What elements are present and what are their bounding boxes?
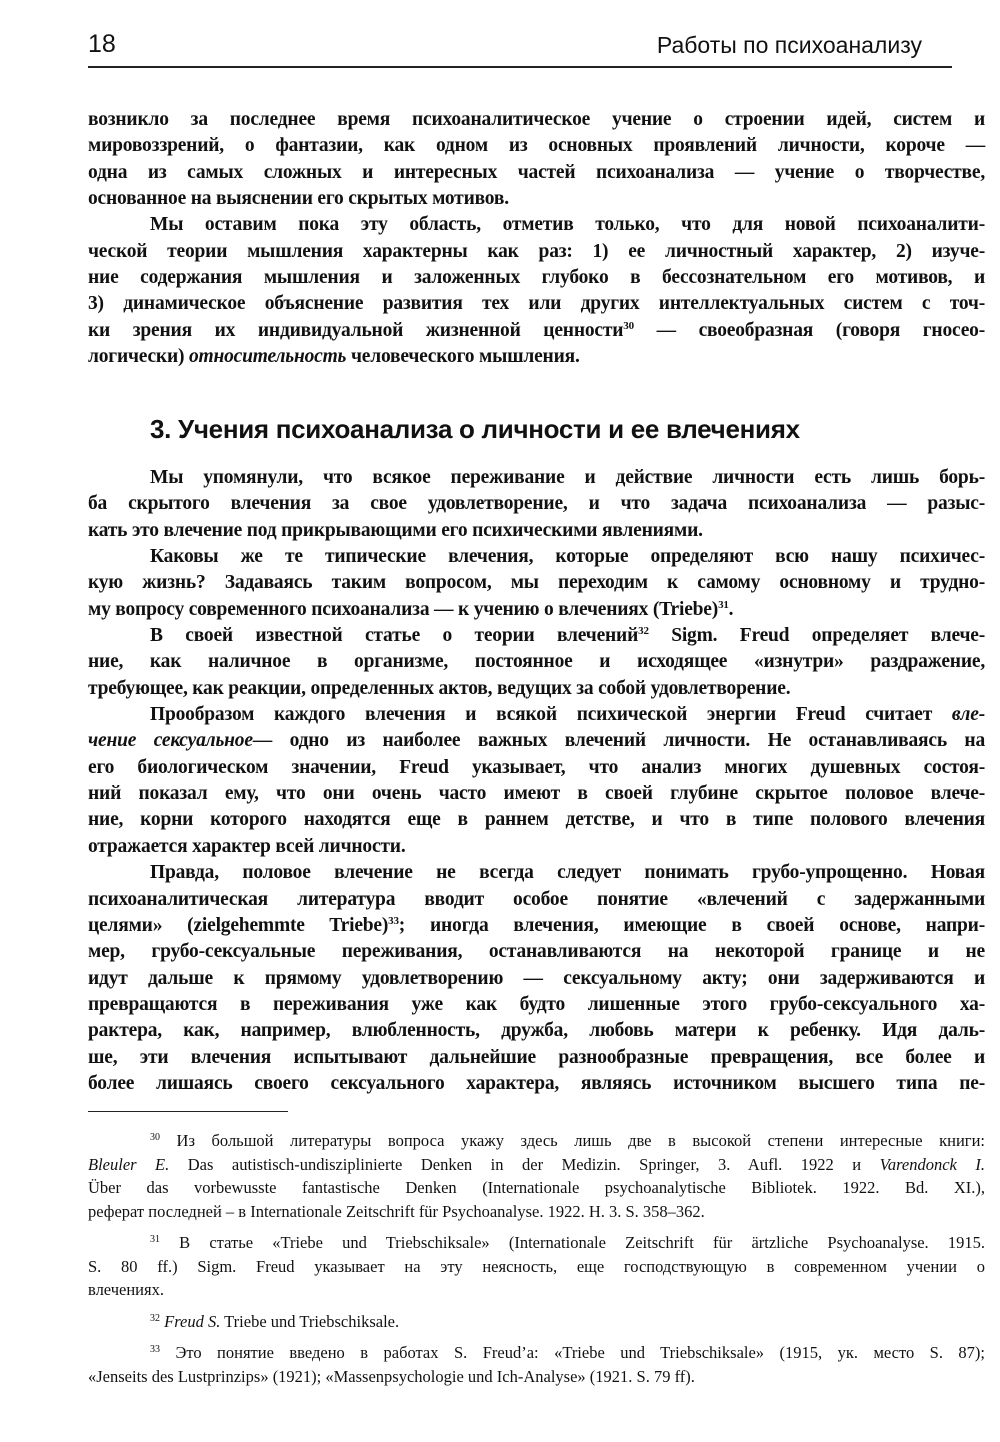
text-line — [88, 1341, 985, 1365]
text-line — [88, 344, 985, 370]
text-line — [88, 1176, 985, 1200]
line-text: логически) — [88, 346, 189, 368]
line-text: ба скрытого влечения за свое удовлетворение, и что задача психоанализа — разыс- — [88, 493, 985, 515]
emphasis-text: относительность — [188, 346, 347, 368]
body-main — [88, 465, 985, 1097]
line-text: 3) динамическое объяснение развития тех или других интеллектуальных систем с точ- — [88, 293, 985, 315]
paragraph — [88, 107, 985, 212]
line-text: В своей известной статье о теории влечений — [150, 625, 639, 647]
line-text: психоаналитическая литература вводит особое понятие «влечений с задержанными — [88, 888, 985, 910]
footnote — [88, 1231, 985, 1302]
line-text: отражается характер всей личности. — [88, 835, 406, 857]
text-line — [88, 939, 985, 965]
text-line — [88, 1255, 985, 1279]
footnote — [88, 1129, 985, 1223]
section-heading: 3. Учения психоанализа о личности и ее влечениях — [150, 414, 800, 444]
line-text: ний показал ему, что они очень часто имеют в своей глубине скрытое половое влече- — [88, 783, 985, 805]
text-line — [88, 318, 985, 344]
text-line — [88, 518, 985, 544]
line-text: Мы оставим пока эту область, отметив только, что для новой психоаналити- — [150, 214, 985, 236]
text-line — [88, 702, 985, 728]
footnote — [88, 1341, 985, 1388]
paragraph — [88, 212, 985, 370]
line-text: Sigm. Freud определяет влече- — [648, 625, 985, 647]
text-line — [88, 860, 985, 886]
text-line — [88, 491, 985, 517]
footnote-ref: 33 — [388, 914, 399, 927]
text-line — [88, 465, 985, 491]
line-text: S. 80 ff.) Sigm. Freud указывает на эту неясность, еще господствующую в современном учении о — [88, 1256, 985, 1276]
line-text: кую жизнь? Задаваясь таким вопросом, мы переходим к самому основному и трудно- — [88, 572, 985, 594]
line-text: кать это влечение под прикрывающими его психическими явлениями. — [88, 519, 703, 541]
text-line — [88, 1018, 985, 1044]
text-line — [88, 212, 985, 238]
emphasis-text: чение сексуальное — [88, 730, 253, 752]
text-line — [88, 676, 985, 702]
line-text: реферат последней – в Internationale Zeitschrift für Psychoanalyse. 1922. H. 3. S. 358–362. — [88, 1201, 705, 1221]
line-text: ки зрения их индивидуальной жизненной ценности — [88, 319, 624, 341]
footnote-ref: 31 — [150, 1234, 160, 1245]
line-text: целями» (zielgehemmte Triebe) — [88, 914, 389, 936]
line-text: . — [728, 598, 734, 620]
paragraph — [88, 465, 985, 544]
line-text: ние, корни которого находятся еще в раннем детстве, и что в типе полового влечения — [88, 809, 985, 831]
paragraph — [88, 860, 985, 1097]
footnote-ref: 30 — [150, 1132, 160, 1143]
text-line — [88, 834, 985, 860]
line-text: ние, как наличное в организме, постоянное и исходящее «изнутри» раздражение, — [88, 651, 985, 673]
line-text: Мы упомянули, что всякое переживание и действие личности есть лишь борь- — [150, 467, 985, 488]
footnote-ref: 30 — [623, 319, 634, 332]
text-line — [88, 887, 985, 913]
line-text: ческой теории мышления характерны как раз: 1) ее личностный характер, 2) изуче- — [88, 240, 985, 262]
line-text: Прообразом каждого влечения и всякой психической энергии Freud считает — [150, 704, 952, 726]
text-line — [88, 597, 985, 623]
line-text: Из большой литературы вопроса укажу здесь лишь две в высокой степени интересные книги: — [160, 1131, 985, 1150]
footnote-ref: 33 — [150, 1344, 160, 1355]
text-line — [88, 992, 985, 1018]
footnote-ref: 31 — [718, 598, 729, 611]
footnote — [88, 1310, 985, 1334]
text-line — [88, 623, 985, 649]
line-text: требующее, как реакции, определенных актов, ведущих за собой удовлетворение. — [88, 677, 791, 699]
emphasis-text: вле- — [951, 704, 985, 726]
line-text: Каковы же те типические влечения, которые определяют всю нашу психичес- — [150, 546, 985, 568]
text-line — [88, 966, 985, 992]
line-text: мер, грубо-сексуальные переживания, останавливаются на некоторой границе и не — [88, 941, 985, 963]
text-line — [88, 1310, 985, 1334]
text-line — [88, 1278, 985, 1302]
text-line — [88, 1200, 985, 1224]
line-text: — одно из наиболее важных влечений личности. Не останавливаясь на — [252, 730, 986, 752]
line-text: ние содержания мышления и заложенных глубоко в бессознательном его мотивов, и — [88, 267, 985, 289]
text-line — [88, 1071, 985, 1097]
emphasis-text: Varendonck I. — [879, 1154, 985, 1174]
line-text: «Jenseits des Lustprinzips» (1921); «Massenpsychologie und Ich-Analyse» (1921. S. 79 ff). — [88, 1366, 695, 1386]
text-line — [88, 107, 985, 133]
text-line — [88, 544, 985, 570]
paragraph — [88, 544, 985, 623]
line-text: Это понятие введено в работах S. Freud’a: «Triebe und Triebschiksale» (1915, ук. место S. 87); — [160, 1343, 985, 1362]
running-header — [88, 26, 952, 68]
text-line — [88, 781, 985, 807]
line-text: Über das vorbewusste fantastische Denken (Internationale psychoanalytische Bibliotek. 1922. Bd. XI.), — [88, 1178, 985, 1197]
line-text: — своеобразная (говоря гносео- — [633, 319, 985, 341]
running-title: Работы по психоанализу — [656, 32, 922, 58]
line-text: мировоззрений, о фантазии, как одном из основных проявлений личности, короче — — [88, 135, 985, 157]
line-text: основанное на выяснении его скрытых мотивов. — [88, 188, 509, 210]
line-text: одна из самых сложных и интересных частей психоанализа — учение о творчестве, — [88, 161, 985, 183]
line-text: человеческого мышления. — [346, 346, 580, 368]
text-line — [88, 1129, 985, 1153]
text-line — [88, 1365, 985, 1389]
line-text: В статье «Triebe und Triebschiksale» (Internationale Zeitschrift für ärtzliche Psychoanalyse. 1915. — [160, 1233, 985, 1252]
text-line — [88, 265, 985, 291]
line-text: возникло за последнее время психоаналитическое учение о строении идей, систем и — [88, 109, 985, 130]
text-line — [88, 186, 985, 212]
text-line — [88, 1231, 985, 1255]
line-text: рактера, как, например, влюбленность, дружба, любовь матери к ребенку. Идя даль- — [88, 1020, 985, 1042]
line-text: ; иногда влечения, имеющие в своей основе, напри- — [398, 914, 985, 936]
line-text: более лишаясь своего сексуального характера, являясь источником высшего типа пе- — [88, 1072, 985, 1094]
line-text: му вопросу современного психоанализа — к учению о влечениях (Triebe) — [88, 598, 719, 620]
paragraph — [88, 623, 985, 702]
footnote-divider — [88, 1111, 288, 1112]
text-line — [88, 913, 985, 939]
text-line — [88, 133, 985, 159]
footnotes — [88, 1129, 985, 1388]
text-line — [88, 807, 985, 833]
emphasis-text: Bleuler E. — [88, 1154, 170, 1174]
line-text: превращаются в переживания уже как будто лишенные этого грубо-сексуального ха- — [88, 993, 985, 1015]
emphasis-text: Freud S. — [164, 1311, 221, 1331]
body-top — [88, 107, 985, 370]
text-line — [88, 239, 985, 265]
line-text: Triebe und Triebschiksale. — [220, 1311, 400, 1331]
footnote-ref: 32 — [150, 1312, 160, 1324]
text-line — [88, 291, 985, 317]
page-number: 18 — [88, 30, 116, 58]
text-line — [88, 755, 985, 781]
line-text: его биологическом значении, Freud указывает, что анализ многих душевных состоя- — [88, 756, 985, 778]
line-text: идут дальше к прямому удовлетворению — сексуальному акту; они задерживаются и — [88, 967, 985, 989]
text-line — [88, 1153, 985, 1177]
text-line — [88, 728, 985, 754]
paragraph — [88, 702, 985, 860]
line-text: влечениях. — [88, 1280, 164, 1299]
line-text: ше, эти влечения испытывают дальнейшие разнообразные превращения, все более и — [88, 1046, 985, 1068]
text-line — [88, 1045, 985, 1071]
text-line — [88, 160, 985, 186]
footnote-ref: 32 — [638, 625, 649, 638]
text-line — [88, 649, 985, 675]
line-text: Правда, половое влечение не всегда следует понимать грубо-упрощенно. Новая — [150, 862, 985, 884]
line-text: Das autistisch-undisziplinierte Denken in der Medizin. Springer, 3. Aufl. 1922 и — [169, 1154, 880, 1174]
text-line — [88, 570, 985, 596]
